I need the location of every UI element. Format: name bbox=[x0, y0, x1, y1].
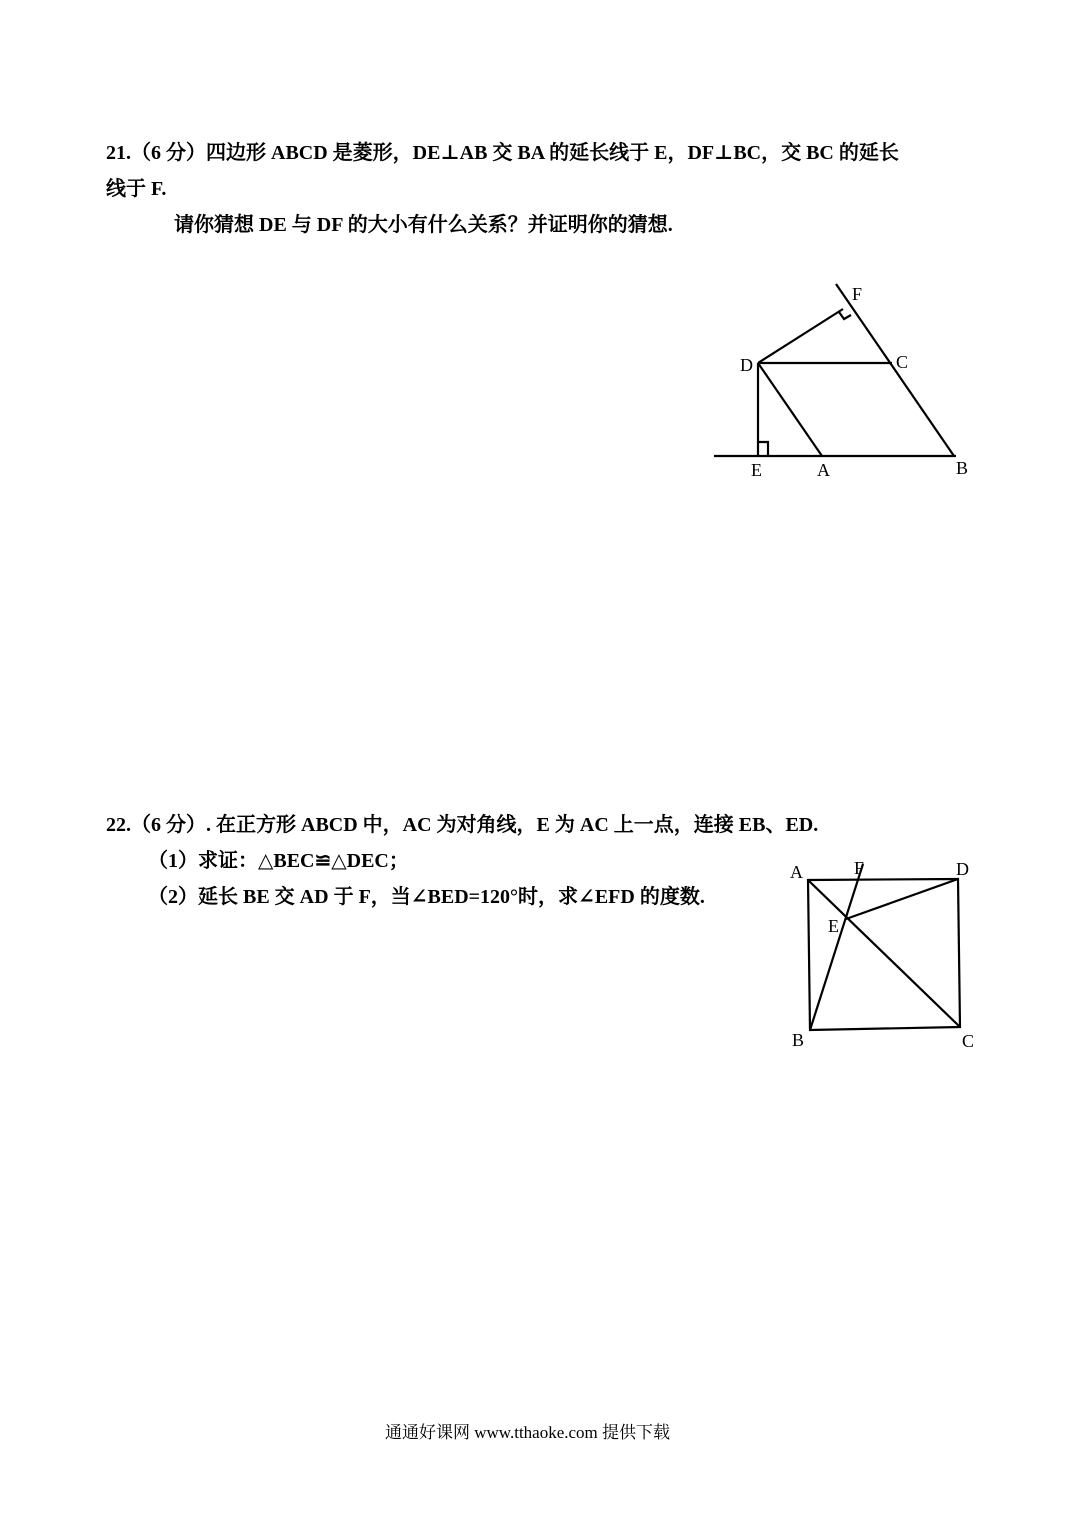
label-D: D bbox=[956, 859, 969, 879]
label-E: E bbox=[751, 460, 762, 480]
label-B: B bbox=[792, 1030, 805, 1050]
line-BF bbox=[836, 284, 954, 456]
label-A: A bbox=[790, 862, 803, 882]
label-F: F bbox=[852, 284, 863, 304]
question-22-part-2: （2）延长 BE 交 AD 于 F，当∠BED=120°时，求∠EFD 的度数. bbox=[148, 886, 705, 908]
question-21-text-line-2: 线于 F. bbox=[106, 178, 167, 200]
question-21-prompt: 请你猜想 DE 与 DF 的大小有什么关系？并证明你的猜想. bbox=[174, 214, 673, 236]
right-angle-mark-E bbox=[758, 442, 768, 456]
segment-ED bbox=[846, 879, 958, 919]
label-C: C bbox=[896, 352, 909, 372]
diagonal-AC bbox=[808, 880, 960, 1027]
label-E: E bbox=[828, 916, 839, 936]
label-A: A bbox=[817, 460, 830, 480]
segment-DF bbox=[758, 309, 843, 363]
label-D: D bbox=[740, 355, 753, 375]
label-C: C bbox=[962, 1031, 975, 1051]
label-F: F bbox=[854, 858, 865, 878]
question-22-text-line-1: 22.（6 分）. 在正方形 ABCD 中，AC 为对角线，E 为 AC 上一点，连接 EB、ED. bbox=[106, 814, 819, 836]
question-22-part-1: （1）求证：△BEC≌△DEC； bbox=[148, 850, 409, 872]
square-figure bbox=[780, 850, 990, 1060]
right-angle-mark-F bbox=[839, 312, 851, 319]
label-B: B bbox=[956, 458, 969, 478]
question-21-text-line-1: 21.（6 分）四边形 ABCD 是菱形，DE⊥AB 交 BA 的延长线于 E，DF⊥BC，交 BC 的延长 bbox=[106, 142, 899, 164]
footer-source: 通通好课网 www.tthaoke.com 提供下载 bbox=[385, 1423, 671, 1442]
rhombus-figure bbox=[700, 270, 990, 490]
